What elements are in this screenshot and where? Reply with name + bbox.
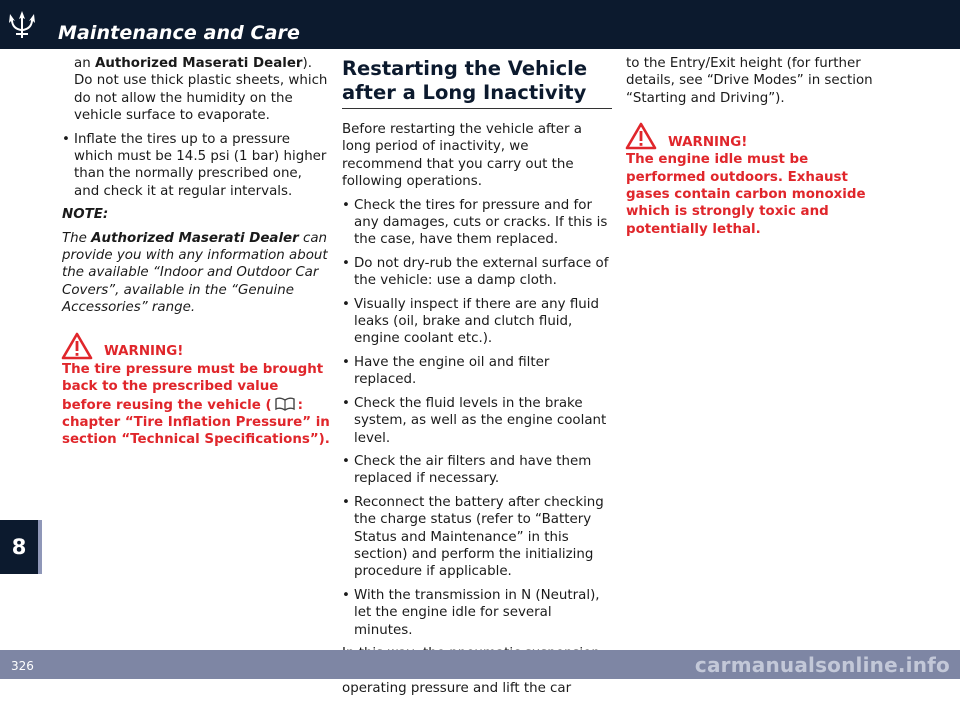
note-label: NOTE: [62, 207, 109, 223]
column-left [62, 55, 330, 455]
book-reference-icon [274, 396, 296, 412]
warning-text: The tire pressure must be brought back to the prescribed value before reusing the vehicle ( : chapter “Tire Inflation Pressure” in section “Technical Specifications”). [62, 361, 330, 448]
warning-text: The engine idle must be performed outdoors. Exhaust gases contain carbon monoxide which is strongly toxic and potentially lethal. [626, 152, 866, 237]
dealer-term: Authorized Maserati Dealer [91, 230, 299, 246]
chapter-title: Maintenance and Care [58, 22, 300, 44]
warning-title: WARNING! [668, 134, 748, 150]
column-right [626, 55, 886, 244]
page-number: 326 [11, 659, 34, 673]
list-item: • Visually inspect if there are any fluid leaks (oil, brake and clutch fluid, engine coolant etc.). [342, 296, 612, 348]
warning-title: WARNING! [104, 344, 184, 360]
tire-pressure-warning [62, 331, 330, 449]
list-item: • Check the air filters and have them replaced if necessary. [342, 453, 612, 488]
watermark: carmanualsonline.info [694, 653, 950, 677]
note-text: The Authorized Maserati Dealer can provide you with any information about the available “Indoor and Outdoor Car Covers”, available in the “Genuine Accessories” range. [62, 230, 328, 316]
continued-paragraph: to the Entry/Exit height (for further details, see “Drive Modes” in section “Starting and Driving”). [626, 56, 873, 106]
list-item: • Check the fluid levels in the brake system, as well as the engine coolant level. [342, 395, 612, 447]
list-item: • Do not dry-rub the external surface of the vehicle: use a damp cloth. [342, 255, 612, 290]
page-header [0, 0, 960, 49]
exhaust-warning [626, 121, 886, 238]
list-item: • Check the tires for pressure and for any damages, cuts or cracks. If this is the case, have them replaced. [342, 197, 612, 249]
warning-triangle-icon [60, 331, 94, 361]
column-middle [342, 55, 612, 703]
page-footer [0, 650, 960, 679]
warning-triangle-icon [624, 121, 658, 151]
chapter-tab[interactable]: 8 [0, 520, 42, 574]
warning-header [624, 121, 886, 151]
warning-header [60, 331, 330, 361]
section-title: Restarting the Vehicle after a Long Inactivity [342, 57, 612, 109]
intro-paragraph: Before restarting the vehicle after a long period of inactivity, we recommend that you carry out the following operations. [342, 122, 582, 190]
maserati-trident-icon [4, 8, 40, 42]
list-item: • Have the engine oil and filter replaced. [342, 354, 612, 389]
dealer-term: Authorized Maserati Dealer [94, 56, 303, 71]
continued-paragraph: an Authorized Maserati Dealer). Do not use thick plastic sheets, which do not allow the humidity on the vehicle surface to evaporate. [74, 56, 328, 124]
list-item: • Reconnect the battery after checking the charge status (refer to “Battery Status and Maintenance” in this section) and perform the initializing procedure if applicable. [342, 494, 612, 581]
list-item: • Inflate the tires up to a pressure which must be 14.5 psi (1 bar) higher than the normally prescribed one, and check it at regular intervals. [62, 131, 330, 201]
list-item: • With the transmission in N (Neutral), let the engine idle for several minutes. [342, 587, 612, 639]
closing-paragraph: operating pressure and lift the car [342, 680, 572, 696]
